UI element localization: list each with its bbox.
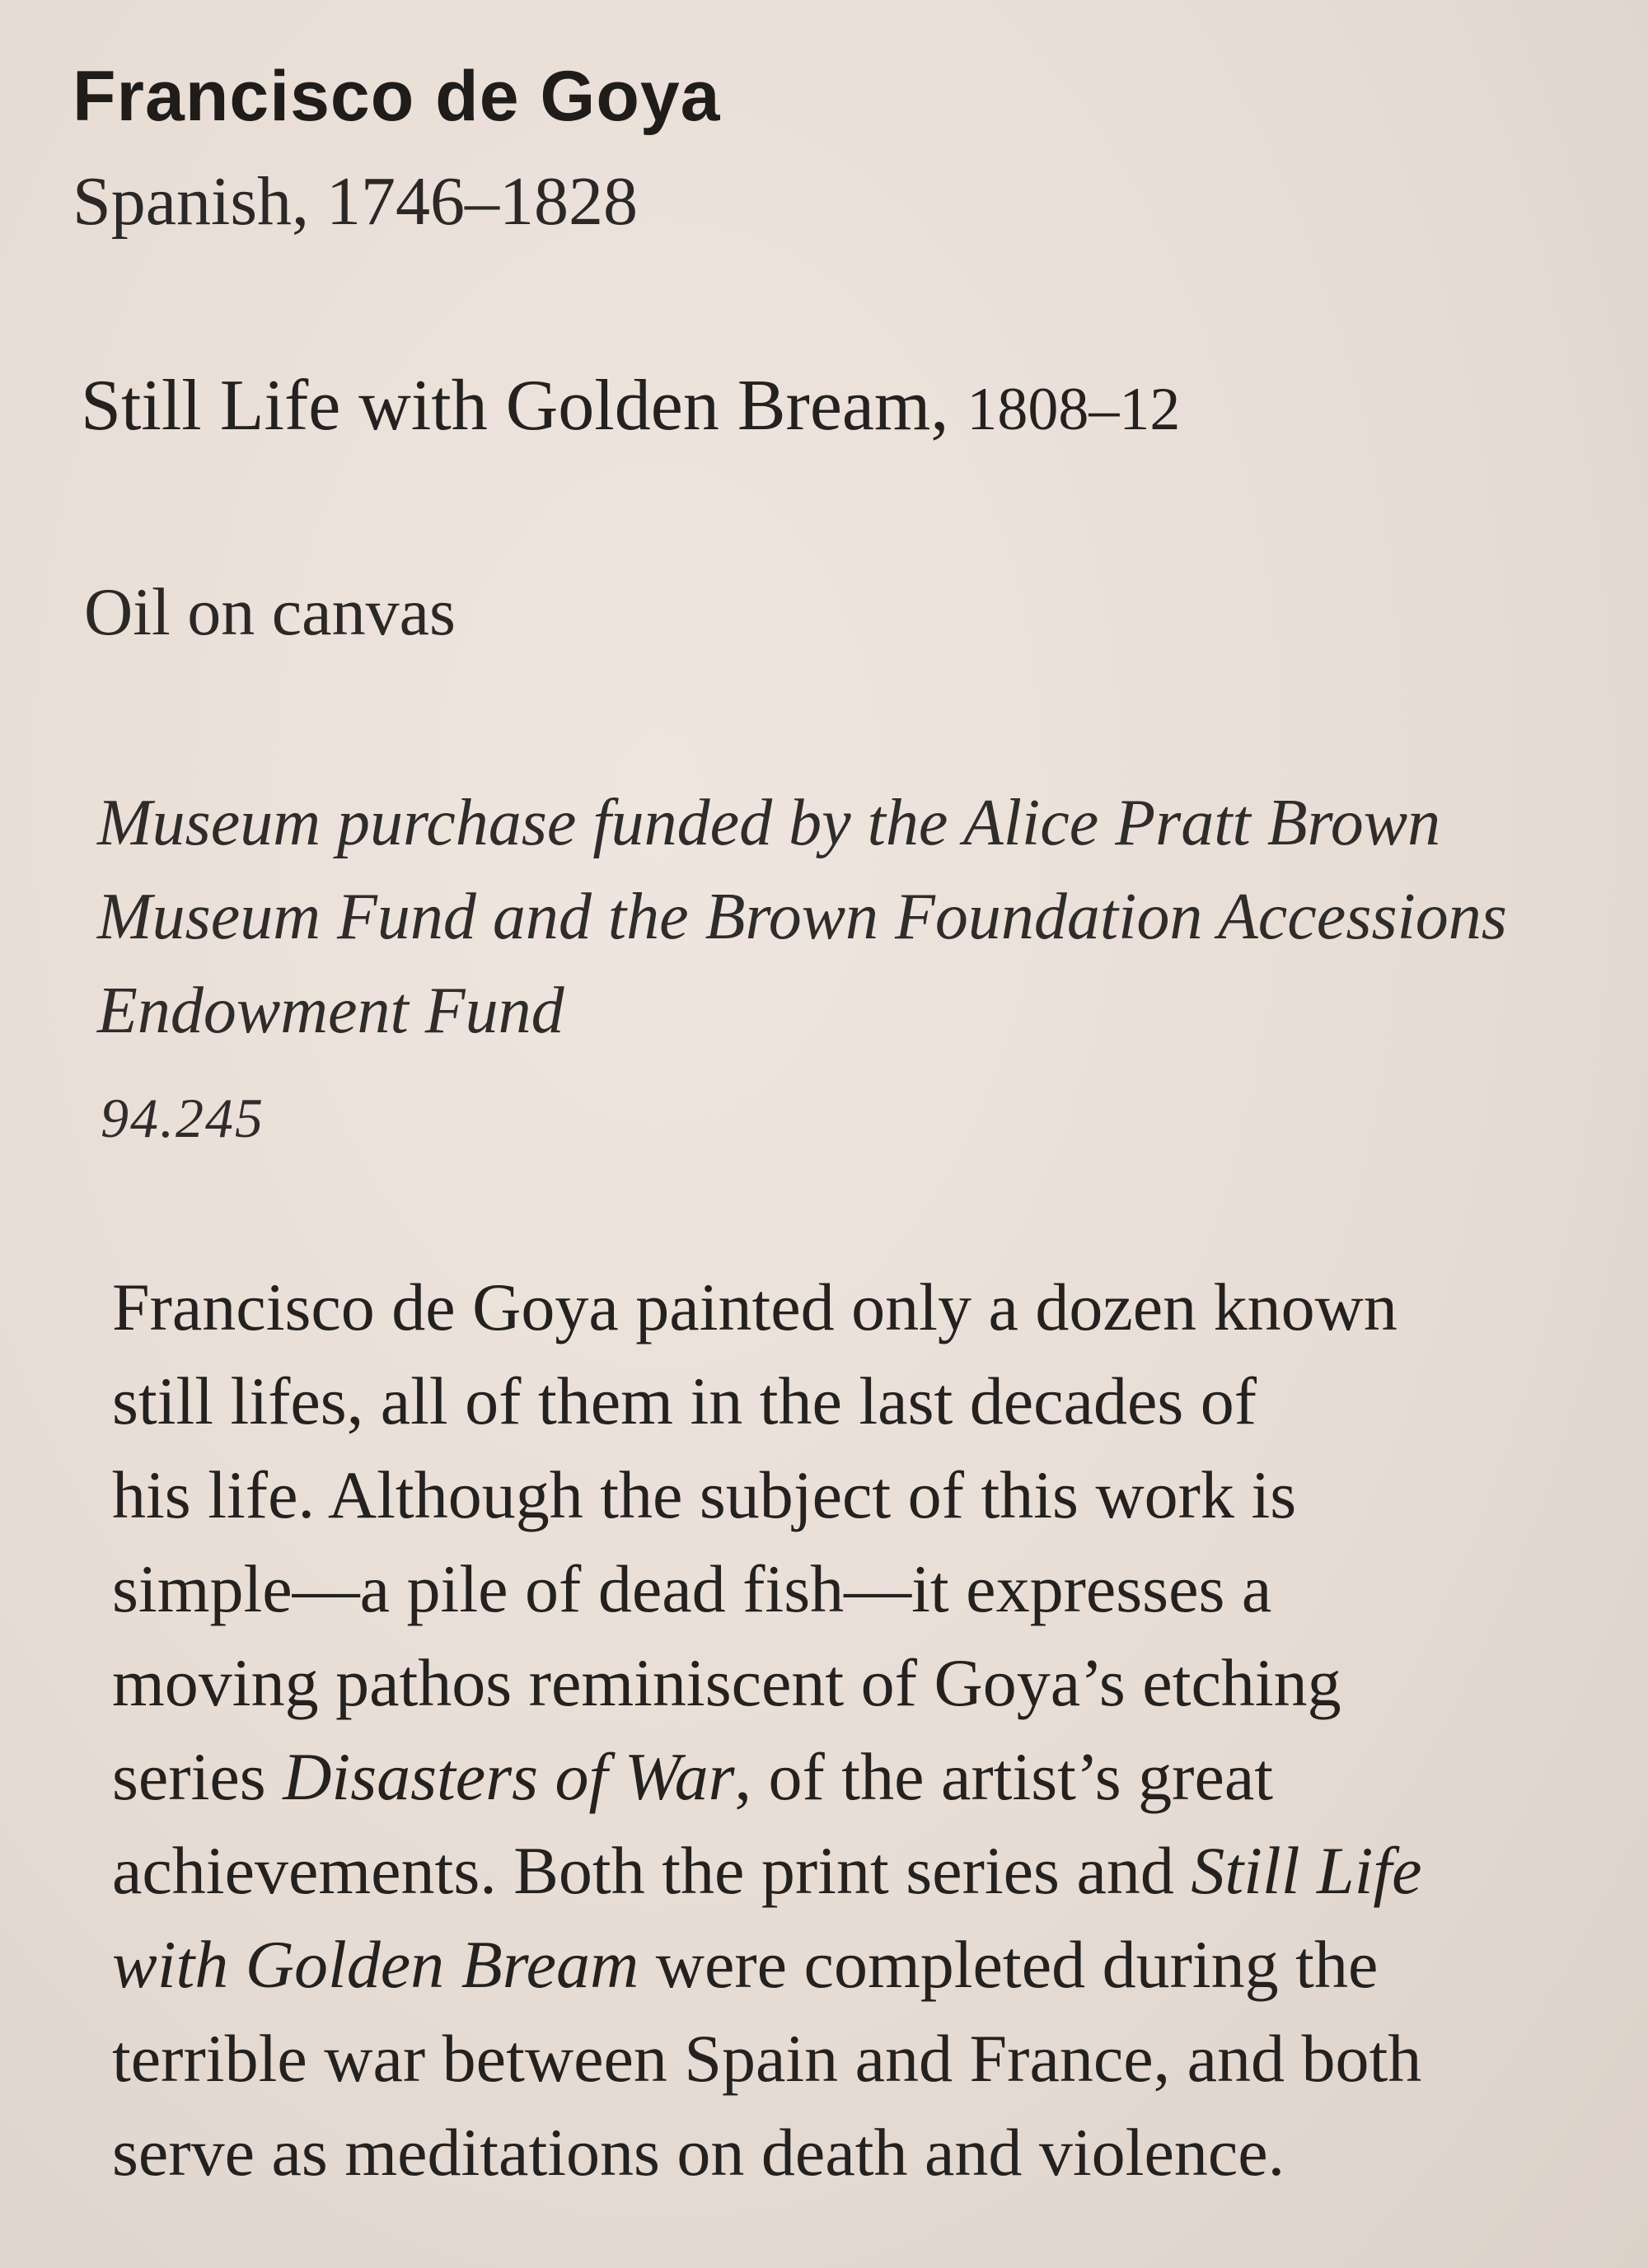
description-line: his life. Although the subject of this work is — [112, 1457, 1297, 1532]
artwork-title-reference: Still Life — [1191, 1833, 1422, 1908]
artwork-title-line — [81, 364, 1180, 447]
artwork-title: Still Life with Golden Bream, — [81, 366, 949, 446]
artist-name: Francisco de Goya — [73, 57, 721, 136]
description-paragraph — [112, 1260, 1628, 2200]
description-text: series — [112, 1739, 283, 1814]
description-line — [112, 1824, 1628, 1918]
credit-line-1: Museum purchase funded by the Alice Pratt Brown — [97, 787, 1441, 859]
description-text: were completed during the — [639, 1927, 1379, 2002]
artwork-title-reference: with Golden Bream — [112, 1927, 639, 2002]
credit-line-2: Museum Fund and the Brown Foundation Accessions — [97, 881, 1507, 953]
description-line — [112, 1918, 1628, 2012]
description-line: terrible war between Spain and France, and both — [112, 2021, 1422, 2096]
description-text: achievements. Both the print series and — [112, 1833, 1192, 1908]
credit-line — [97, 776, 1630, 1058]
series-title: Disasters of War — [283, 1739, 735, 1814]
accession-number: 94.245 — [101, 1087, 265, 1149]
description-line: still lifes, all of them in the last decades of — [112, 1363, 1257, 1438]
description-text: , of the artist’s great — [734, 1739, 1274, 1814]
description-line: simple—a pile of dead fish—it expresses a — [112, 1551, 1272, 1626]
description-line: serve as meditations on death and violence. — [112, 2115, 1285, 2190]
artist-nationality-dates: Spanish, 1746–1828 — [73, 163, 639, 240]
description-line: moving pathos reminiscent of Goya’s etching — [112, 1645, 1341, 1720]
artwork-medium: Oil on canvas — [84, 574, 456, 649]
description-line: Francisco de Goya painted only a dozen known — [112, 1270, 1398, 1344]
artwork-date: 1808–12 — [967, 376, 1181, 443]
description-line — [112, 1730, 1628, 1824]
credit-line-3: Endowment Fund — [97, 975, 564, 1047]
